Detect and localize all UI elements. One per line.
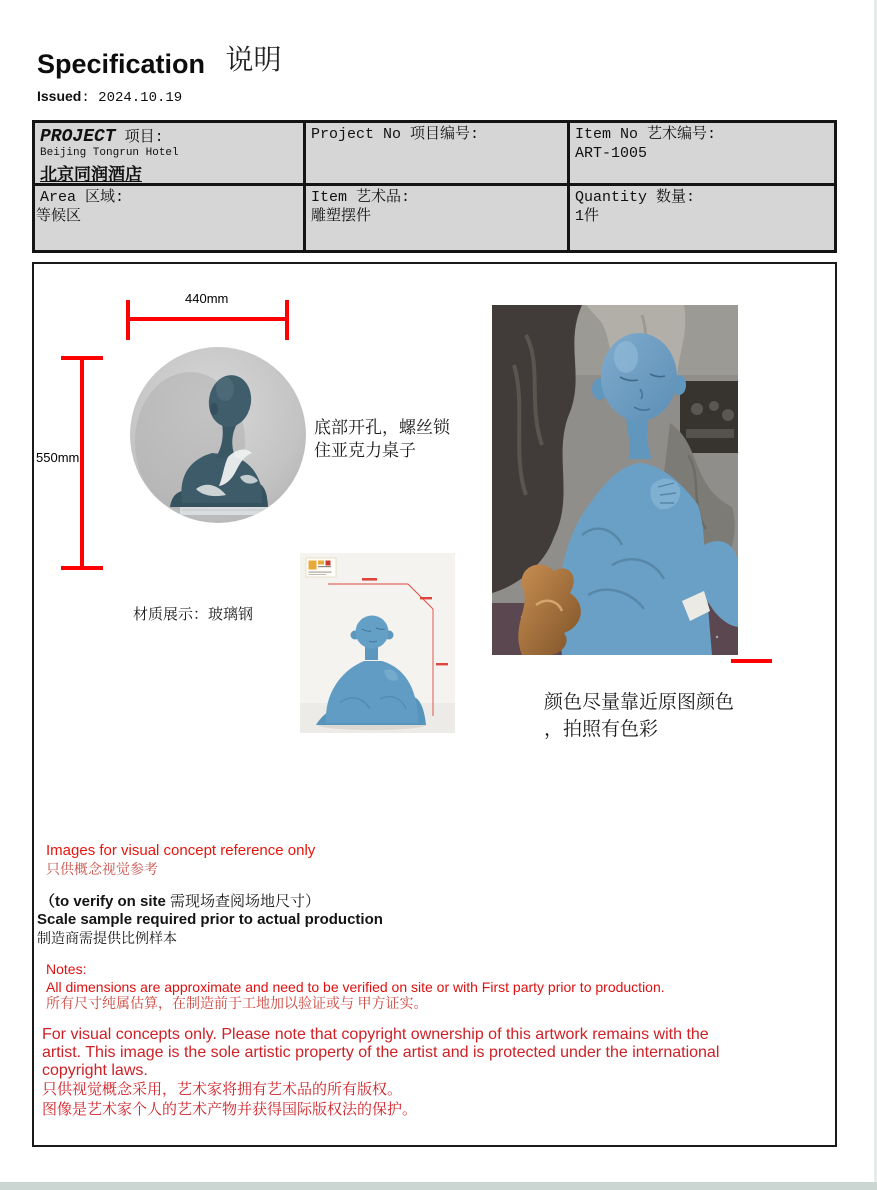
issued-label: Issued bbox=[37, 88, 82, 104]
color-note-line2: ，拍照有色彩 bbox=[544, 719, 659, 740]
logo-card bbox=[306, 558, 336, 577]
width-dimension-line bbox=[126, 317, 289, 321]
cell-area bbox=[35, 186, 306, 250]
issued-value: : 2024.10.19 bbox=[81, 90, 183, 106]
item-value: 雕塑摆件 bbox=[311, 208, 372, 225]
item-label: Item 艺术品: bbox=[311, 189, 411, 206]
copyright-note-en: For visual concepts only. Please note that copyright ownership of this artwork remains with the artist. This image is the sole artistic property of the artist and is protected under the international copyright laws. bbox=[42, 1026, 720, 1079]
cell-quantity bbox=[570, 186, 834, 250]
material-note: 材质展示：玻璃钢 bbox=[133, 607, 254, 623]
dimensions-note-zh: 所有尺寸纯属估算，在制造前于工地加以验证或与 甲方证实。 bbox=[46, 997, 428, 1012]
notes-label: Notes: bbox=[46, 961, 87, 977]
area-label: Area 区域: bbox=[40, 189, 125, 206]
page-title-zh: 说明 bbox=[225, 45, 282, 76]
footer-bar bbox=[0, 1182, 877, 1190]
project-value-zh: 北京同润酒店 bbox=[40, 165, 142, 184]
scale-note-zh: 制造商需提供比例样本 bbox=[37, 930, 177, 946]
verify-note-zh: 需现场查阅场地尺寸） bbox=[170, 893, 321, 910]
color-note bbox=[544, 689, 734, 743]
reference-note-en: Images for visual concept reference only bbox=[46, 842, 316, 859]
sculpture-photo-workshop bbox=[492, 305, 738, 655]
page-title-en: Specification bbox=[37, 49, 206, 79]
quantity-value: 1件 bbox=[575, 208, 600, 225]
mount-note-line1: 底部开孔，螺丝锁 bbox=[314, 418, 450, 437]
height-dimension-cap-top bbox=[61, 356, 103, 360]
width-dimension-cap-right bbox=[285, 300, 289, 340]
project-value-en: Beijing Tongrun Hotel bbox=[40, 147, 179, 159]
red-accent-line bbox=[731, 659, 772, 663]
cell-project-no bbox=[306, 123, 570, 186]
mount-note bbox=[314, 416, 450, 462]
verify-note-en: （to verify on site bbox=[40, 893, 171, 910]
color-note-line1: 颜色尽量靠近原图颜色 bbox=[544, 692, 735, 713]
project-label-en: PROJECT bbox=[40, 127, 116, 147]
cell-item-no bbox=[570, 123, 834, 186]
project-no-label: Project No 项目编号: bbox=[311, 126, 480, 143]
cell-project bbox=[35, 123, 306, 186]
width-dimension-label: 440mm bbox=[185, 291, 229, 306]
project-label-zh: 项目: bbox=[115, 129, 164, 146]
scale-note-en: Scale sample required prior to actual production bbox=[37, 911, 383, 928]
item-no-label: Item No 艺术编号: bbox=[575, 126, 717, 143]
copyright-note-zh1: 只供视觉概念采用，艺术家将拥有艺术品的所有版权。 bbox=[42, 1081, 403, 1098]
area-value: 等候区 bbox=[36, 208, 82, 225]
dimensions-note-en: All dimensions are approximate and need to be verified on site or with First party prior to production. bbox=[46, 979, 665, 995]
quantity-label: Quantity 数量: bbox=[575, 189, 696, 206]
sculpture-photo-circle bbox=[130, 347, 306, 523]
copyright-note-zh2: 图像是艺术家个人的艺术产物并获得国际版权法的保护。 bbox=[42, 1101, 418, 1118]
mount-note-line2: 住亚克力桌子 bbox=[314, 441, 416, 460]
page-title bbox=[37, 42, 282, 82]
width-dimension-cap-left bbox=[126, 300, 130, 340]
reference-note-zh: 只供概念视觉参考 bbox=[46, 861, 158, 877]
item-no-value: ART-1005 bbox=[575, 145, 648, 162]
height-dimension-line bbox=[80, 358, 84, 570]
cell-item bbox=[306, 186, 570, 250]
sculpture-photo-front bbox=[300, 553, 455, 733]
info-table bbox=[32, 120, 837, 253]
height-dimension-cap-bottom bbox=[61, 566, 103, 570]
verify-note bbox=[40, 893, 320, 911]
issued-line bbox=[37, 88, 182, 106]
height-dimension-label: 550mm bbox=[36, 450, 80, 465]
